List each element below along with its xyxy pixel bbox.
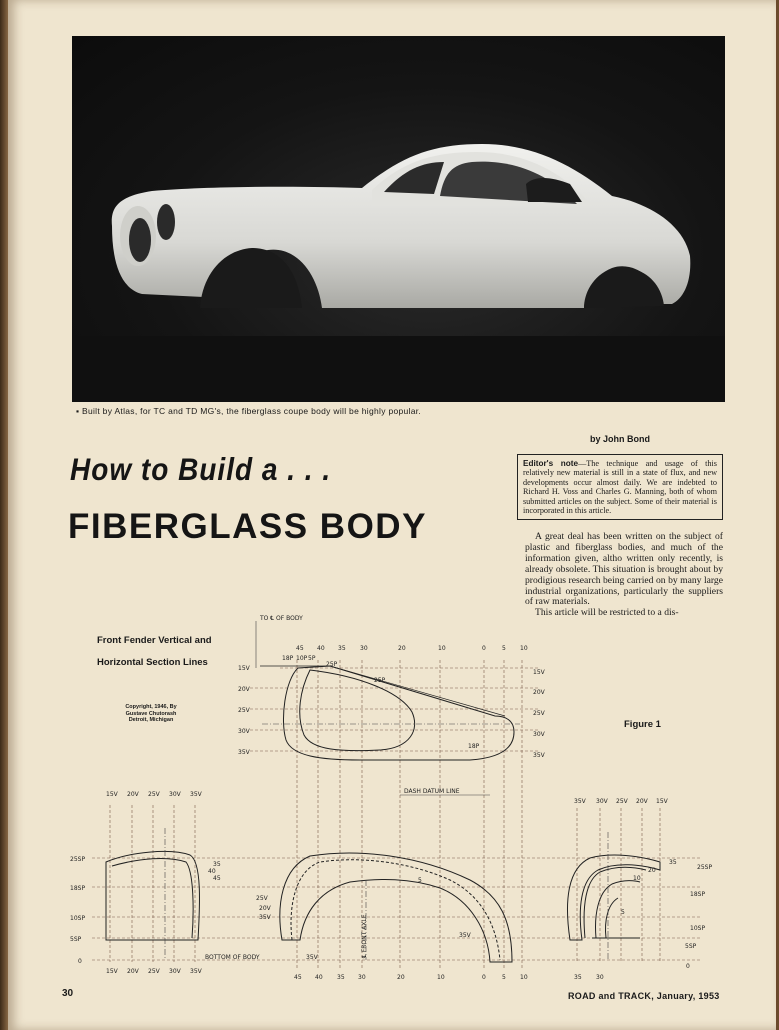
to-body-label: TO ℄ OF BODY bbox=[260, 615, 303, 622]
figure-title-line: Horizontal Section Lines bbox=[97, 657, 208, 668]
section-mark: 35V bbox=[259, 914, 271, 921]
section-label: 25V bbox=[238, 707, 250, 714]
plane-label: 25SP bbox=[70, 856, 86, 863]
section-label: 20V bbox=[636, 798, 648, 805]
section-label: 30V bbox=[238, 728, 250, 735]
plane-label: 5SP bbox=[70, 936, 82, 943]
photo-caption: ▪ Built by Atlas, for TC and TD MG's, the fiberglass coupe body will be highly popular. bbox=[76, 406, 422, 416]
scale-tick: 5 bbox=[502, 974, 506, 981]
section-mark: 35 bbox=[669, 859, 677, 866]
scale-tick: 10 bbox=[520, 974, 528, 981]
plan-mark: 25P bbox=[326, 661, 338, 668]
figure-title bbox=[97, 630, 212, 674]
section-label: 35V bbox=[574, 798, 586, 805]
section-label: 25V bbox=[533, 710, 545, 717]
headline-title: FIBERGLASS BODY bbox=[68, 507, 427, 546]
section-label: 30V bbox=[596, 798, 608, 805]
editor-note-box bbox=[517, 454, 723, 520]
scale-tick: 10 bbox=[438, 645, 446, 652]
section-label: 30V bbox=[169, 968, 181, 975]
section-label: 15V bbox=[106, 791, 118, 798]
plane-label: 18SP bbox=[70, 885, 86, 892]
plane-label: 0 bbox=[78, 958, 82, 965]
scale-tick: 5 bbox=[502, 645, 506, 652]
section-mark: 10 bbox=[633, 875, 641, 882]
section-mark: 35 bbox=[213, 861, 221, 868]
fiberglass-coupe-image bbox=[72, 36, 725, 402]
section-label: 25V bbox=[148, 791, 160, 798]
headline-kicker: How to Build a . . . bbox=[70, 452, 332, 487]
scale-tick: 45 bbox=[294, 974, 302, 981]
article-body bbox=[525, 532, 723, 619]
front-axle-label: ℄ FRONT AXLE bbox=[361, 914, 368, 958]
plane-label: 5SP bbox=[685, 943, 697, 950]
figure-label: Figure 1 bbox=[624, 719, 661, 730]
copyright-line: Copyright, 1946, By bbox=[125, 704, 177, 710]
section-label: 25V bbox=[616, 798, 628, 805]
scale-tick: 35 bbox=[337, 974, 345, 981]
plan-mark: 5P bbox=[308, 655, 316, 662]
section-mark: 20 bbox=[648, 867, 656, 874]
section-label: 35V bbox=[190, 968, 202, 975]
scale-tick: 10 bbox=[520, 645, 528, 652]
section-label: 35V bbox=[533, 752, 545, 759]
section-mark: 35V bbox=[459, 932, 471, 939]
scale-tick: 40 bbox=[317, 645, 325, 652]
section-label: 15V bbox=[106, 968, 118, 975]
scale-tick: 0 bbox=[482, 974, 486, 981]
scale-tick: 30 bbox=[596, 974, 604, 981]
editor-note-label: Editor's note bbox=[523, 459, 579, 468]
scale-tick: 20 bbox=[398, 645, 406, 652]
section-label: 20V bbox=[127, 968, 139, 975]
section-label: 30V bbox=[533, 731, 545, 738]
section-label: 20V bbox=[127, 791, 139, 798]
scale-tick: 40 bbox=[315, 974, 323, 981]
section-mark: 40 bbox=[208, 868, 216, 875]
scale-tick: 30 bbox=[358, 974, 366, 981]
section-label: 15V bbox=[238, 665, 250, 672]
article-paragraph: This article will be restricted to a dis- bbox=[535, 607, 679, 619]
car-photo bbox=[72, 36, 725, 402]
section-mark: 5 bbox=[621, 909, 625, 916]
section-mark: 20V bbox=[259, 905, 271, 912]
page-number: 30 bbox=[62, 988, 74, 999]
plan-mark: 18P bbox=[282, 655, 294, 662]
plane-label: 10SP bbox=[70, 915, 86, 922]
bottom-of-body-label: BOTTOM OF BODY bbox=[205, 954, 260, 961]
editor-note-text: —The technique and usage of this relatively new material is still in a state of flux, and new developments occur almost daily. We are indebted to Richard H. Voss and Charles G. Manning, both of whom submitted articles on the subject. Some of their material is incorporated in this article. bbox=[523, 459, 717, 516]
byline: by John Bond bbox=[590, 434, 650, 444]
section-label: 15V bbox=[656, 798, 668, 805]
photo-caption-text: Built by Atlas, for TC and TD MG's, the fiberglass coupe body will be highly popular. bbox=[81, 406, 422, 416]
section-label: 30V bbox=[169, 791, 181, 798]
section-label: 35V bbox=[238, 749, 250, 756]
scale-tick: 0 bbox=[482, 645, 486, 652]
scale-tick: 35 bbox=[574, 974, 582, 981]
scale-tick: 20 bbox=[397, 974, 405, 981]
scale-tick: 45 bbox=[296, 645, 304, 652]
section-label: 35V bbox=[190, 791, 202, 798]
section-mark: 25V bbox=[256, 895, 268, 902]
plane-label: 0 bbox=[686, 963, 690, 970]
plane-label: 10SP bbox=[690, 925, 706, 932]
plane-label: 25SP bbox=[697, 864, 713, 871]
copyright-line: Detroit, Michigan bbox=[128, 717, 174, 723]
section-label: 25V bbox=[148, 968, 160, 975]
article-paragraph: A great deal has been written on the subject of plastic and fiberglass bodies, and much of the information given, altho written only recently, is already obsolete. This situation is brought about by prodigious research being carried on by many large industrial organizations, particularly the suppliers of raw materials. bbox=[525, 531, 723, 608]
plan-mark: 25P bbox=[374, 677, 386, 684]
figure-title-line: Front Fender Vertical and bbox=[97, 635, 212, 646]
plan-mark: 18P bbox=[468, 743, 480, 750]
figure-copyright bbox=[120, 704, 182, 724]
publication-footer: ROAD and TRACK, January, 1953 bbox=[568, 991, 720, 1001]
scale-tick: 10 bbox=[437, 974, 445, 981]
dash-datum-label: DASH DATUM LINE bbox=[404, 788, 460, 795]
scale-tick: 30 bbox=[360, 645, 368, 652]
plane-label: 18SP bbox=[690, 891, 706, 898]
section-mark: 5 bbox=[418, 877, 422, 884]
section-label: 20V bbox=[238, 686, 250, 693]
section-mark: 35V bbox=[306, 954, 318, 961]
section-mark: 45 bbox=[213, 875, 221, 882]
section-label: 20V bbox=[533, 689, 545, 696]
scale-tick: 35 bbox=[338, 645, 346, 652]
section-label: 15V bbox=[533, 669, 545, 676]
copyright-line: Gustave Chutorash bbox=[125, 710, 177, 717]
plan-mark: 10P bbox=[296, 655, 308, 662]
